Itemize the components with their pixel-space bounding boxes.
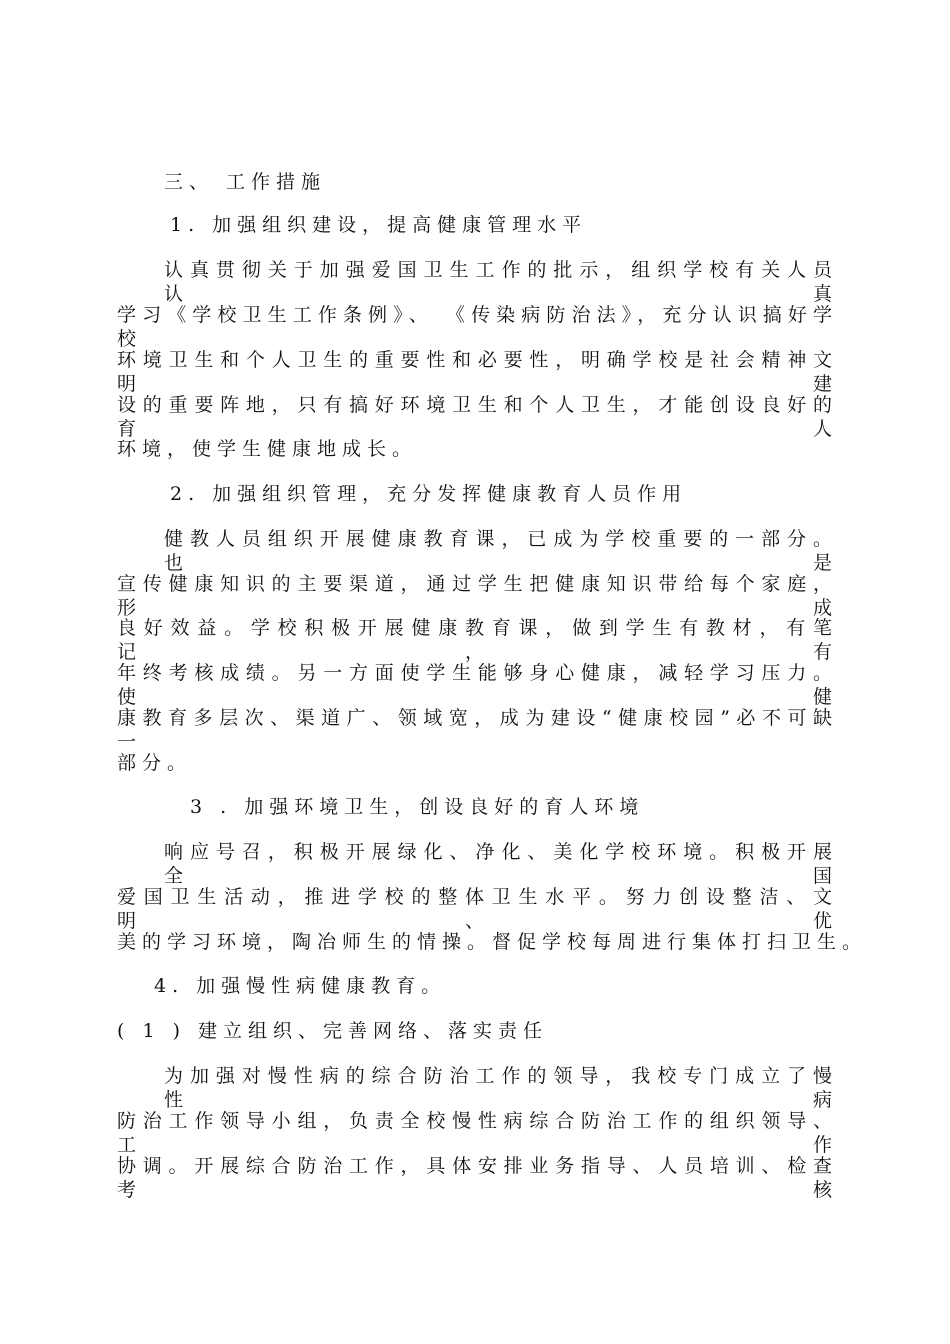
- paragraph-line: 部分。: [117, 752, 193, 774]
- section-heading: 三、 工作措施: [164, 171, 327, 193]
- paragraph-line: 健教人员组织开展健康教育课，已成为学校重要的一部分。也是: [164, 528, 838, 574]
- paragraph-line: 响应号召，积极开展绿化、净化、美化学校环境。积极开展全国: [164, 841, 838, 887]
- paragraph-line: 环境，使学生健康地成长。: [117, 438, 418, 460]
- paragraph-line: 协调。开展综合防治工作，具体安排业务指导、人员培训、检查考核: [117, 1155, 838, 1201]
- paragraph-line: 为加强对慢性病的综合防治工作的领导，我校专门成立了慢性病: [164, 1065, 838, 1111]
- item-1-heading: 1. 加强组织建设，提高健康管理水平: [170, 214, 588, 236]
- paragraph-line: 环境卫生和个人卫生的重要性和必要性，明确学校是社会精神文明建: [117, 349, 838, 395]
- paragraph-line: 美的学习环境，陶冶师生的情操。督促学校每周进行集体打扫卫生。: [117, 931, 868, 953]
- paragraph-line: 防治工作领导小组，负责全校慢性病综合防治工作的组织领导、工作: [117, 1110, 838, 1156]
- paragraph-line: 设的重要阵地，只有搞好环境卫生和个人卫生，才能创设良好的育人: [117, 394, 838, 440]
- paragraph-line: 年终考核成绩。另一方面使学生能够身心健康，减轻学习压力。使健: [117, 662, 838, 708]
- paragraph-line: 认真贯彻关于加强爱国卫生工作的批示，组织学校有关人员认真: [164, 259, 838, 305]
- paragraph-line: 良好效益。学校积极开展健康教育课，做到学生有教材，有笔记，有: [117, 617, 838, 663]
- paragraph-line: 爱国卫生活动，推进学校的整体卫生水平。努力创设整洁、文明、优: [117, 886, 838, 932]
- item-2-heading: 2. 加强组织管理，充分发挥健康教育人员作用: [170, 483, 688, 505]
- item-3-heading: 3 . 加强环境卫生，创设良好的育人环境: [190, 796, 645, 818]
- paragraph-line: 康教育多层次、渠道广、领域宽，成为建设“健康校园”必不可缺一: [117, 707, 838, 753]
- paragraph-line: 宣传健康知识的主要渠道，通过学生把健康知识带给每个家庭，形成: [117, 573, 838, 619]
- item-4-heading: 4. 加强慢性病健康教育。: [154, 975, 447, 997]
- sub-item-1-heading: ( 1 ) 建立组织、完善网络、落实责任: [117, 1020, 549, 1042]
- paragraph-line: 学习《学校卫生工作条例》、 《传染病防治法》，充分认识搞好学校: [117, 304, 838, 350]
